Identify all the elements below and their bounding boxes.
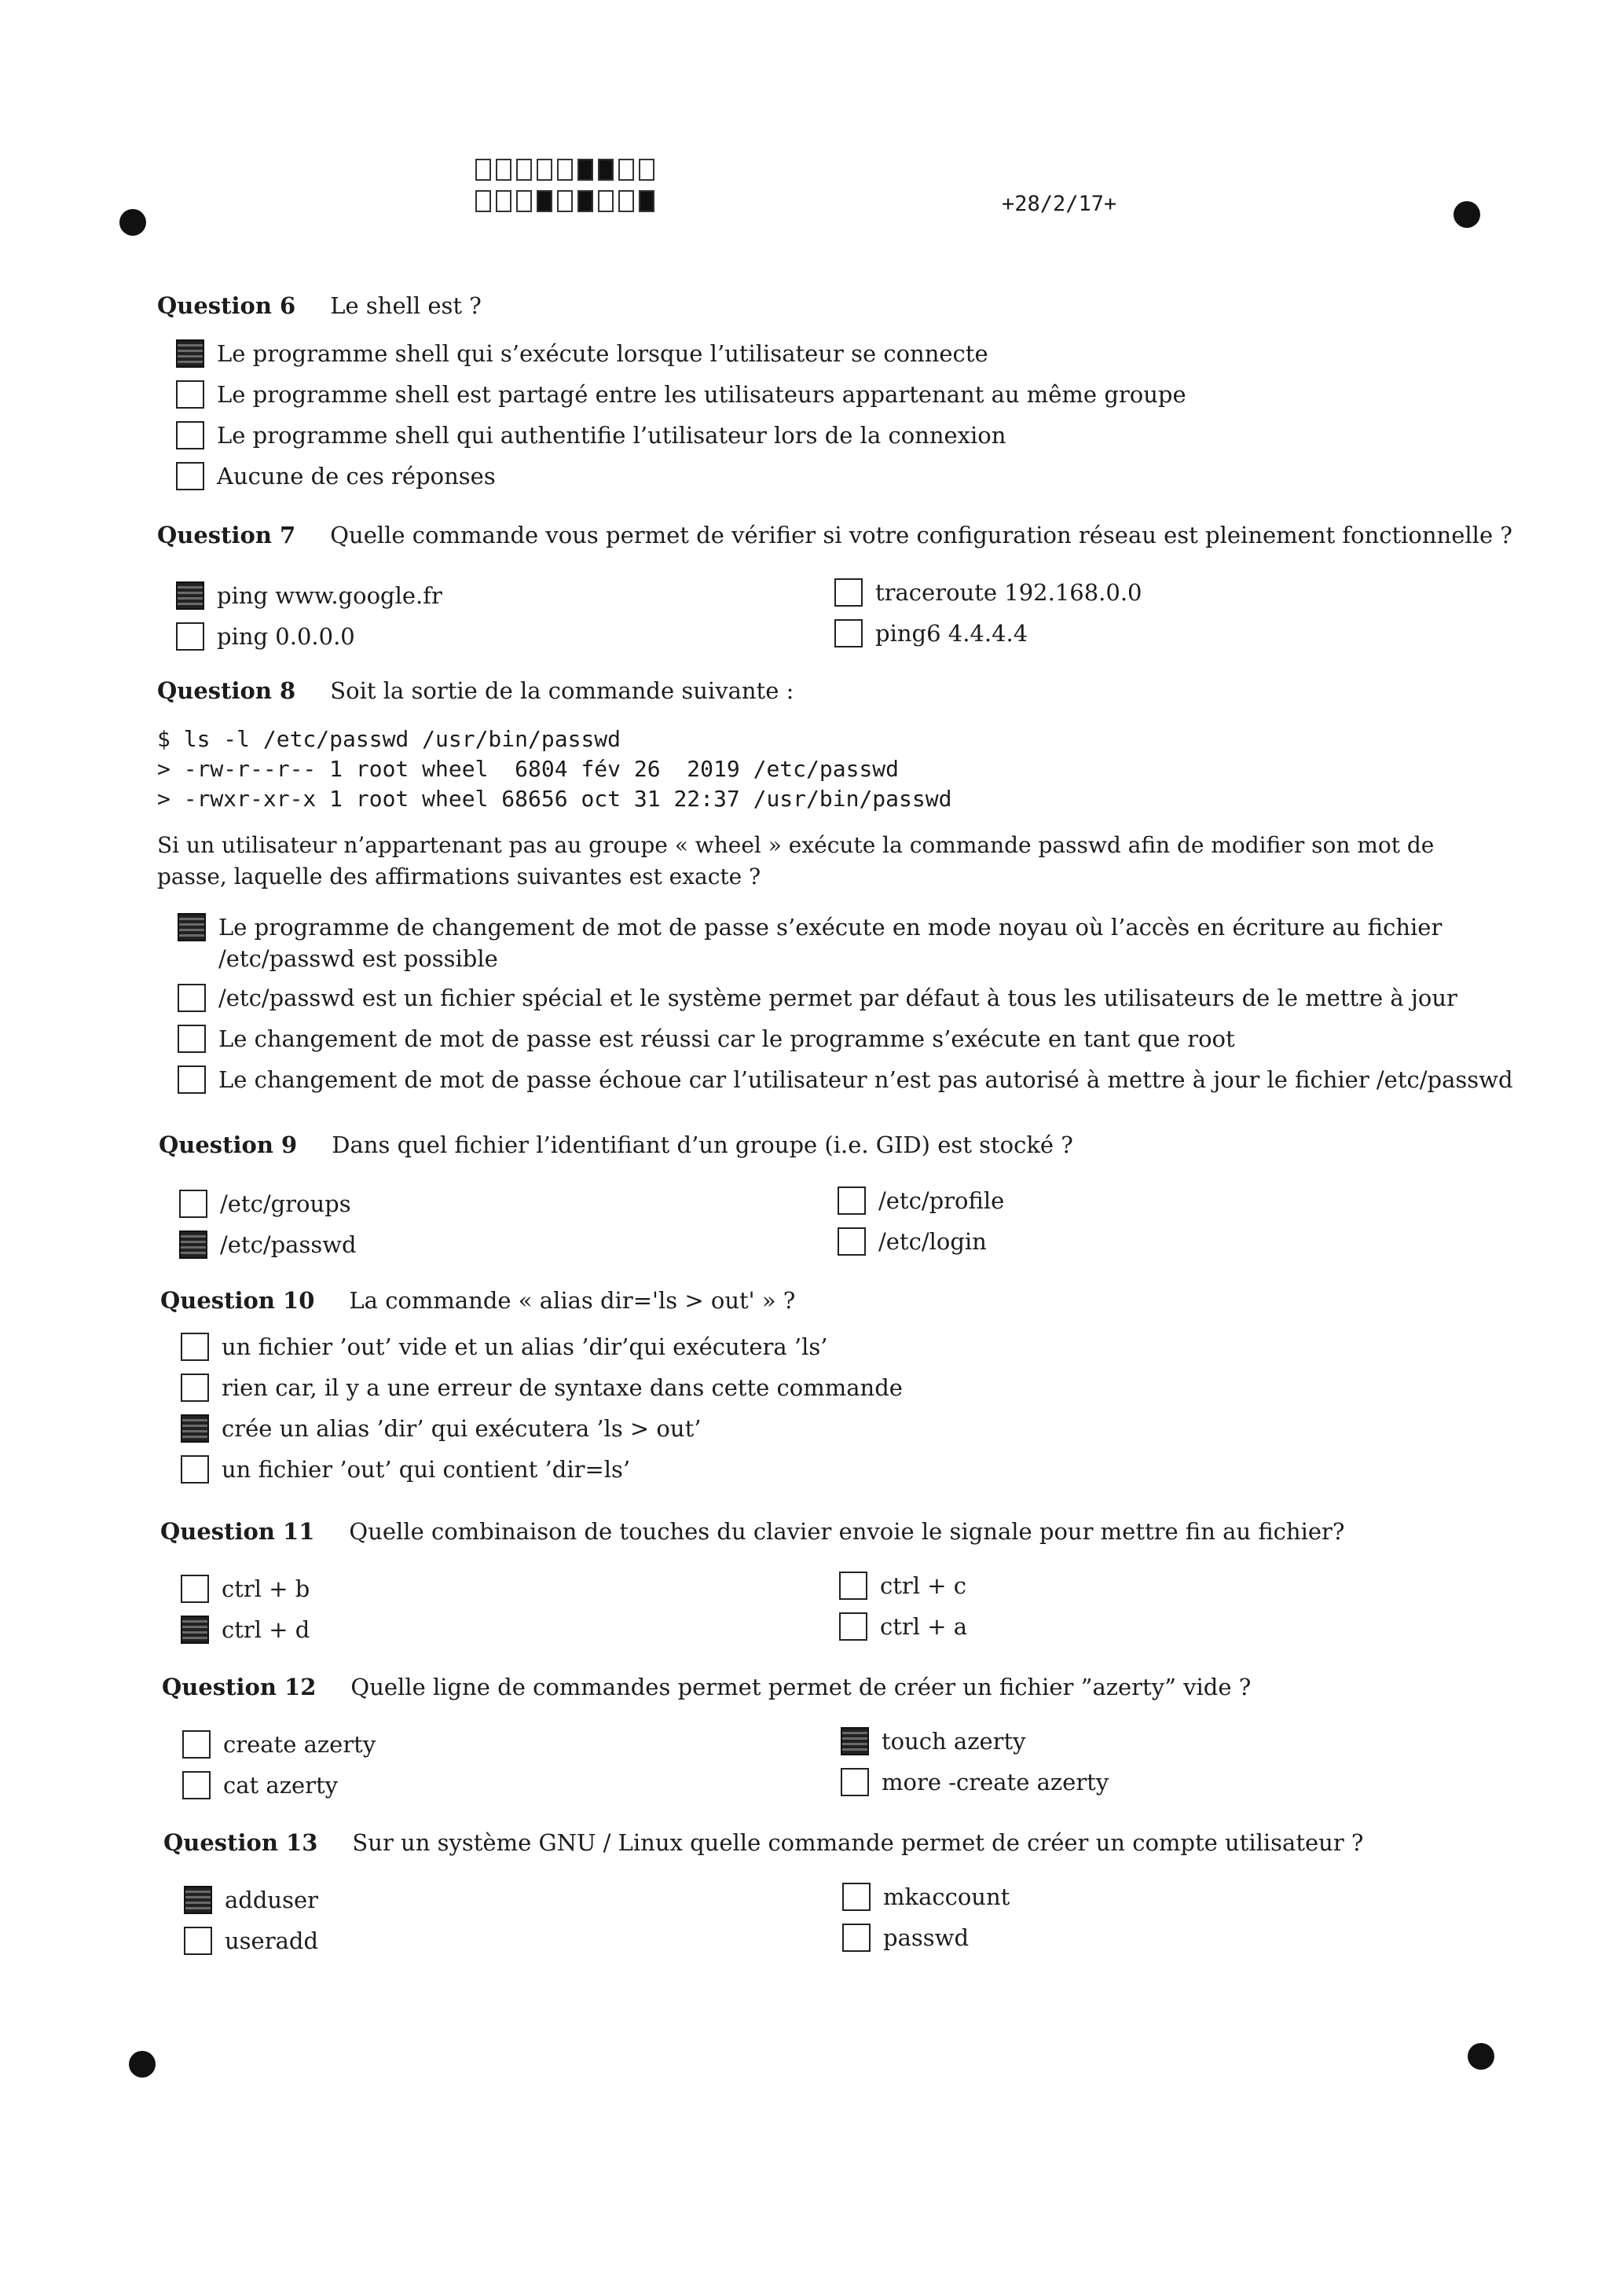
option[interactable]: [838, 1187, 1004, 1216]
option[interactable]: [176, 581, 442, 611]
checkbox[interactable]: [181, 1575, 209, 1603]
checkbox[interactable]: [184, 1886, 212, 1914]
option-label: touch azerty: [882, 1728, 1026, 1755]
checkbox[interactable]: [176, 380, 204, 409]
question-number: Question 12: [162, 1674, 317, 1700]
option-label: ctrl + a: [880, 1613, 968, 1640]
code-row: [475, 159, 659, 184]
option-label: un fichier ’out’ qui contient ’dir=ls’: [222, 1456, 631, 1483]
option[interactable]: [834, 578, 1142, 608]
option-label: Le changement de mot de passe est réussi car le programme s’exécute en tant que root: [218, 1025, 1235, 1052]
option[interactable]: [176, 339, 988, 369]
question-number: Question 9: [159, 1131, 298, 1158]
option[interactable]: [179, 1190, 351, 1220]
question-number: Question 6: [157, 292, 296, 319]
option[interactable]: [182, 1730, 376, 1760]
question-followup: Si un utilisateur n’appartenant pas au groupe « wheel » exécute la commande passwd afin de modifier son mot de passe, laquelle des affirmations suivantes est exacte ?: [157, 832, 1435, 889]
option[interactable]: [181, 1455, 630, 1485]
code-line: > -rw-r--r-- 1 root wheel 6804 fév 26 2019 /etc/passwd: [157, 756, 900, 782]
checkbox[interactable]: [176, 421, 204, 449]
option-label: mkaccount: [883, 1883, 1010, 1910]
checkbox[interactable]: [178, 913, 206, 941]
option-label: passwd: [883, 1924, 970, 1951]
question-10: [160, 1287, 795, 1314]
question-text: Dans quel fichier l’identifiant d’un groupe (i.e. GID) est stocké ?: [332, 1131, 1073, 1158]
option[interactable]: [178, 984, 1457, 1014]
option[interactable]: [176, 421, 1006, 451]
checkbox[interactable]: [182, 1730, 211, 1759]
code-cell: [537, 159, 552, 181]
option[interactable]: [842, 1883, 1010, 1913]
question-text: Soit la sortie de la commande suivante :: [330, 677, 794, 704]
question-text: La commande « alias dir='ls > out' » ?: [349, 1287, 796, 1314]
code-cell: [598, 159, 614, 181]
checkbox[interactable]: [839, 1572, 867, 1600]
question-number: Question 10: [160, 1287, 315, 1314]
registration-mark-bottom-left: [129, 2051, 156, 2078]
checkbox[interactable]: [176, 622, 204, 651]
option-label: traceroute 192.168.0.0: [875, 579, 1142, 606]
option[interactable]: [184, 1886, 318, 1916]
code-cell: [598, 190, 614, 212]
question-number: Question 7: [157, 522, 296, 548]
option[interactable]: [182, 1771, 338, 1801]
checkbox[interactable]: [839, 1612, 867, 1641]
code-cell: [537, 190, 552, 212]
question-9: [159, 1131, 1073, 1158]
option-label: Le changement de mot de passe échoue car l’utilisateur n’est pas autorisé à mettre à jour le fichier /etc/passwd: [218, 1066, 1513, 1093]
option-label: ctrl + c: [880, 1572, 967, 1599]
option-label: Le programme shell qui authentifie l’utilisateur lors de la connexion: [217, 422, 1006, 449]
option[interactable]: [834, 619, 1028, 649]
code-cell: [496, 190, 511, 212]
checkbox[interactable]: [834, 578, 863, 607]
question-8: [157, 677, 794, 704]
code-cell: [639, 190, 654, 212]
option[interactable]: [842, 1924, 969, 1953]
option[interactable]: [178, 1065, 1513, 1095]
question-text: Quelle combinaison de touches du clavier envoie le signale pour mettre fin au fichier?: [349, 1518, 1345, 1545]
option-label: adduser: [225, 1887, 319, 1913]
code-cell: [516, 159, 532, 181]
option-label: un fichier ’out’ vide et un alias ’dir’qui exécutera ’ls’: [222, 1333, 828, 1360]
option[interactable]: [839, 1572, 966, 1601]
student-code-grid: [475, 159, 659, 222]
option-label: /etc/login: [878, 1228, 987, 1255]
option[interactable]: [838, 1227, 987, 1257]
checkbox[interactable]: [178, 1065, 206, 1094]
checkbox[interactable]: [842, 1924, 871, 1952]
option-label: create azerty: [223, 1731, 376, 1758]
checkbox[interactable]: [178, 1025, 206, 1053]
code-cell: [516, 190, 532, 212]
question-7: [157, 522, 1512, 548]
option-label: /etc/profile: [878, 1187, 1005, 1214]
option[interactable]: [176, 462, 496, 492]
option[interactable]: [176, 622, 355, 652]
checkbox[interactable]: [838, 1187, 866, 1215]
code-cell: [557, 190, 573, 212]
checkbox[interactable]: [181, 1455, 209, 1484]
option[interactable]: [841, 1727, 1026, 1757]
checkbox[interactable]: [179, 1190, 207, 1218]
option[interactable]: [841, 1768, 1109, 1798]
option-label: crée un alias ’dir’ qui exécutera ’ls > out’: [222, 1415, 702, 1442]
option[interactable]: [181, 1616, 310, 1645]
checkbox[interactable]: [178, 984, 206, 1012]
code-line: > -rwxr-xr-x 1 root wheel 68656 oct 31 22:37 /usr/bin/passwd: [157, 786, 952, 812]
question-number: Question 11: [160, 1518, 315, 1545]
option[interactable]: [178, 913, 1466, 974]
checkbox[interactable]: [838, 1227, 866, 1256]
question-text: Sur un système GNU / Linux quelle commande permet de créer un compte utilisateur ?: [352, 1829, 1364, 1856]
option-label: ctrl + b: [222, 1575, 310, 1602]
option[interactable]: [839, 1612, 967, 1642]
question-text: Quelle commande vous permet de vérifier si votre configuration réseau est pleinement fonctionnelle ?: [330, 522, 1512, 548]
question-6: [157, 292, 482, 319]
code-cell: [496, 159, 511, 181]
page-id: +28/2/17+: [1002, 192, 1117, 216]
checkbox[interactable]: [834, 619, 863, 647]
question-11: [160, 1518, 1344, 1545]
checkbox[interactable]: [182, 1771, 211, 1799]
checkbox[interactable]: [176, 581, 204, 610]
checkbox[interactable]: [176, 339, 204, 368]
option[interactable]: [181, 1333, 828, 1363]
option-label: ping www.google.fr: [217, 582, 442, 609]
checkbox[interactable]: [181, 1616, 209, 1644]
checkbox[interactable]: [181, 1374, 209, 1402]
question-number: Question 8: [157, 677, 296, 704]
option[interactable]: [184, 1927, 318, 1957]
option-label: /etc/groups: [220, 1190, 351, 1217]
option[interactable]: [181, 1575, 310, 1605]
checkbox[interactable]: [176, 462, 204, 490]
option-label: Le programme shell qui s’exécute lorsque l’utilisateur se connecte: [217, 340, 988, 367]
option[interactable]: [179, 1231, 357, 1260]
checkbox[interactable]: [841, 1727, 869, 1755]
option-label: Le programme de changement de mot de passe s’exécute en mode noyau où l’accès en écriture au fichier /etc/passwd est possible: [218, 914, 1443, 972]
option-label: more -create azerty: [882, 1769, 1109, 1795]
option-label: rien car, il y a une erreur de syntaxe dans cette commande: [222, 1374, 903, 1401]
checkbox[interactable]: [184, 1927, 212, 1955]
option-label: Le programme shell est partagé entre les utilisateurs appartenant au même groupe: [217, 381, 1186, 408]
checkbox[interactable]: [179, 1231, 207, 1259]
code-cell: [475, 190, 491, 212]
option-label: /etc/passwd: [220, 1231, 357, 1258]
question-text: Le shell est ?: [330, 292, 482, 319]
checkbox[interactable]: [181, 1333, 209, 1361]
option[interactable]: [181, 1374, 903, 1403]
question-number: Question 13: [163, 1829, 318, 1856]
registration-mark-bottom-right: [1468, 2043, 1494, 2070]
question-12: [162, 1674, 1251, 1700]
option[interactable]: [181, 1414, 701, 1444]
code-cell: [618, 190, 634, 212]
checkbox[interactable]: [181, 1414, 209, 1443]
code-line: $ ls -l /etc/passwd /usr/bin/passwd: [157, 726, 621, 752]
code-cell: [475, 159, 491, 181]
code-row: [475, 190, 659, 215]
code-cell: [577, 190, 593, 212]
question-text: Quelle ligne de commandes permet permet de créer un fichier ”azerty” vide ?: [350, 1674, 1252, 1700]
registration-mark-top-right: [1454, 201, 1480, 228]
option-label: /etc/passwd est un fichier spécial et le système permet par défaut à tous les utilisateurs de le mettre à jour: [218, 985, 1457, 1011]
question-13: [163, 1829, 1363, 1856]
option[interactable]: [176, 380, 1186, 410]
option-label: cat azerty: [223, 1772, 339, 1799]
option-label: ping6 4.4.4.4: [875, 620, 1028, 647]
checkbox[interactable]: [841, 1768, 869, 1796]
option-label: ctrl + d: [222, 1616, 310, 1643]
code-cell: [618, 159, 634, 181]
option[interactable]: [178, 1025, 1235, 1054]
registration-mark-top-left: [119, 209, 146, 236]
checkbox[interactable]: [842, 1883, 871, 1911]
code-cell: [557, 159, 573, 181]
option-label: Aucune de ces réponses: [217, 463, 496, 490]
code-cell: [577, 159, 593, 181]
option-label: useradd: [225, 1927, 319, 1954]
option-label: ping 0.0.0.0: [217, 623, 355, 650]
code-cell: [639, 159, 654, 181]
command-output: [157, 724, 951, 814]
